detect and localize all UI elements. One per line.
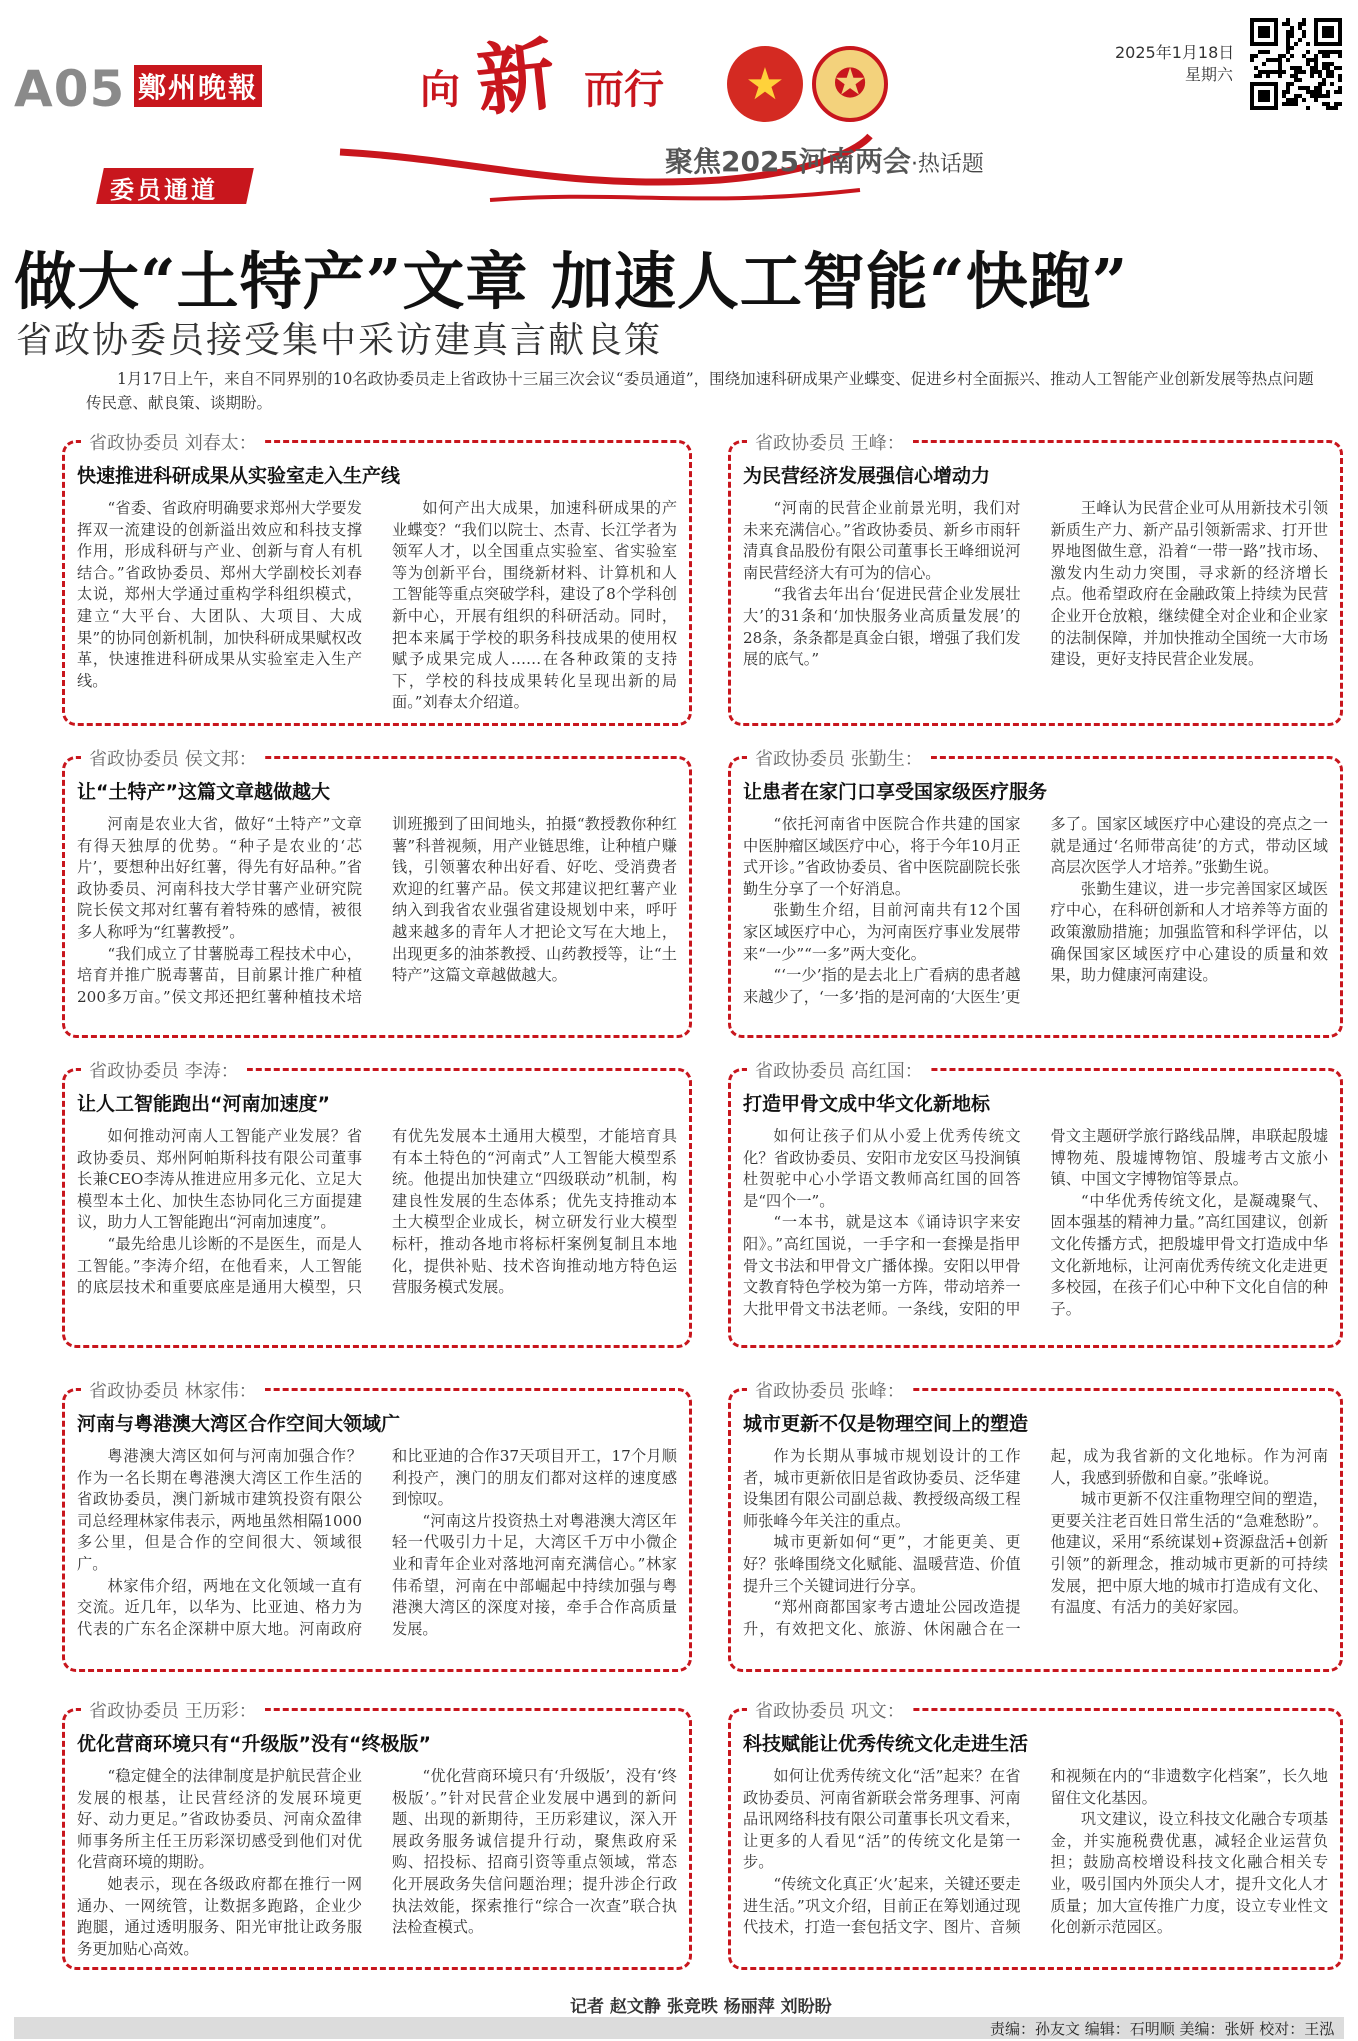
body-paragraph: “河南这片投资热土对粤港澳大湾区年轻一代吸引力十足，大湾区千万中小微企业和青年企业对落地河南充满信心。”林家伟希望，河南在中部崛起中持续加强与粤港澳大湾区的深度对接，牵手合作高质量发展。 <box>392 1511 677 1638</box>
box-label: 省政协委员 巩文： <box>747 1697 913 1723</box>
main-headline: 做大“土特产”文章 加速人工智能“快跑” <box>14 245 1129 318</box>
body-paragraph: 张勤生建议，进一步完善国家区域医疗中心，在科研创新和人才培养等方面的政策激励措施；加强监管和科学评估，以确保国家区域医疗中心建设的质量和效果，助力健康河南建设。 <box>1050 879 1328 985</box>
body-paragraph: 王峰认为民营企业可从用新技术引领新质生产力、新产品引领新需求、打开世界地图做生意，沿着“一带一路”找市场、激发内生动力突围，寻求新的经济增长点。他希望政府在金融政策上持续为民营企业开仓放粮，继续健全对企业和企业家的法制保障，并加快推动全国统一大市场建设，更好支持民营企业发展。 <box>1050 499 1328 669</box>
box-label: 省政协委员 王峰： <box>747 429 913 455</box>
editor-credits: 责编：孙友文 编辑：石明顺 美编：张妍 校对：王泓 <box>990 2020 1335 2038</box>
article-box-gong-wen <box>728 1701 1343 1970</box>
box-title: 让患者在家门口享受国家级医疗服务 <box>743 781 1048 803</box>
body-paragraph: “‘一少’指的是去北上广看病的患者越来越少了，‘一多’指的是河南的‘大医生’更多了。国家区域医疗中心建设的亮点之一就是通过‘名师带高徒’的方式，带动区域高层次医学人才培养。”张勤生说。 <box>743 815 1328 1006</box>
box-body <box>743 498 1328 671</box>
article-box-zhang-qinsheng <box>728 749 1343 1038</box>
newspaper-logo: 鄭州晚報 <box>134 65 262 107</box>
body-paragraph: 如何推动河南人工智能产业发展？省政协委员、郑州阿帕斯科技有限公司董事长兼CEO李涛从推进应用多元化、立足大模型本土化、加快生态协同化三方面提建议，助力人工智能跑出“河南加速度”。 <box>77 1127 362 1232</box>
box-title: 科技赋能让优秀传统文化走进生活 <box>743 1733 1029 1755</box>
body-paragraph: 林家伟介绍，两地在文化领域一直有交流。近几年，以华为、比亚迪、格力为代表的广东名企深耕中原大地。河南政府和比亚迪的合作37天项目开工，17个月顺利投产，澳门的朋友们都对这样的速度感到惊叹。 <box>77 1447 677 1638</box>
banner-word-xiang: 向 <box>420 67 460 113</box>
box-title: 快速推进科研成果从实验室走入生产线 <box>77 465 401 487</box>
body-paragraph: “优化营商环境只有‘升级版’，没有‘终极版’。”针对民营企业发展中遇到的新问题、出现的新期待，王历彩建议，深入开展政务服务诚信提升行动，聚焦政府采购、招投标、招商引资等重点领域，常态化开展政务失信问题治理；提升涉企行政执法效能，探索推行“综合一次查”联合执法检查模式。 <box>392 1767 677 1937</box>
topic-subbanner <box>665 140 984 180</box>
article-box-li-tao <box>62 1061 692 1348</box>
banner-word-erxing: 而行 <box>584 67 664 113</box>
body-paragraph: “稳定健全的法律制度是护航民营企业发展的根基，让民营经济的发展环境更好、动力更足。”省政协委员、河南众盈律师事务所主任王历彩深切感受到他们对优化营商环境的期盼。 <box>77 1767 362 1872</box>
sub-headline: 省政协委员接受集中采访建真言献良策 <box>16 320 663 361</box>
box-title: 打造甲骨文成中华文化新地标 <box>743 1093 991 1115</box>
byline: 记者 赵文静 张竞昳 杨丽萍 刘盼盼 <box>570 1997 832 2017</box>
body-paragraph: 如何产出大成果，加速科研成果的产业蝶变？“我们以院士、杰青、长江学者为领军人才，以全国重点实验室、省实验室等为创新平台，围绕新材料、计算机和人工智能等重点突破学科，建设了8个学科创新中心，开展有组织的科研活动。同时，把本来属于学校的职务科技成果的使用权赋予成果完成人……在各种政策的支持下，学校的科技成果转化呈现出新的局面。”刘春太介绍道。 <box>392 499 677 712</box>
body-paragraph: 河南是农业大省，做好“土特产”文章有得天独厚的优势。“种子是农业的‘芯片’，要想种出好红薯，得先有好品种。”省政协委员、河南科技大学甘薯产业研究院院长侯文邦对红薯有着特殊的感情，被很多人称呼为“红薯教授”。 <box>77 815 362 941</box>
box-body <box>77 814 677 1008</box>
article-box-wang-licai <box>62 1701 692 1970</box>
box-title: 让人工智能跑出“河南加速度” <box>77 1093 330 1115</box>
box-label: 省政协委员 王历彩： <box>81 1697 265 1723</box>
box-body <box>77 1766 677 1960</box>
body-paragraph: “河南的民营企业前景光明，我们对未来充满信心。”省政协委员、新乡市雨轩清真食品股份有限公司董事长王峰细说河南民营经济大有可为的信心。 <box>743 499 1021 582</box>
box-label: 省政协委员 刘春太： <box>81 429 265 455</box>
box-title: 城市更新不仅是物理空间上的塑造 <box>743 1413 1029 1435</box>
body-paragraph: 如何让孩子们从小爱上优秀传统文化？省政协委员、安阳市龙安区马投涧镇杜贺驼中心小学语文教师高红国的回答是“四个一”。 <box>743 1127 1021 1210</box>
body-paragraph: 城市更新如何“更”，才能更美、更好？张峰围绕文化赋能、温暖营造、价值提升三个关键词进行分享。 <box>743 1533 1021 1595</box>
body-paragraph: “中华优秀传统文化，是凝魂聚气、固本强基的精神力量。”高红国建议，创新文化传播方式，把殷墟甲骨文打造成中华文化新地标，让河南优秀传统文化走进更多校园，在孩子们心中种下文化自信的种子。 <box>1050 1191 1328 1318</box>
box-label: 省政协委员 李涛： <box>81 1057 247 1083</box>
article-box-lin-jiawei <box>62 1381 692 1672</box>
body-paragraph: 作为长期从事城市规划设计的工作者，城市更新依旧是省政协委员、泛华建设集团有限公司副总裁、教授级高级工程师张峰今年关注的重点。 <box>743 1447 1021 1530</box>
box-body <box>743 814 1328 1008</box>
box-title: 为民营经济发展强信心增动力 <box>743 465 991 487</box>
article-box-wang-feng <box>728 433 1343 726</box>
body-paragraph: “我省去年出台‘促进民营企业发展壮大’的31条和‘加快服务业高质量发展’的28条，条条都是真金白银，增强了我们发展的底气。” <box>743 585 1021 669</box>
subbanner-main: 聚焦2025河南两会 <box>665 145 911 178</box>
box-title: 优化营商环境只有“升级版”没有“终极版” <box>77 1733 431 1755</box>
body-paragraph: 如何让优秀传统文化“活”起来？在省政协委员、河南省新联会常务理事、河南品讯网络科技有限公司董事长巩文看来，让更多的人看见“活”的传统文化是第一步。 <box>743 1767 1021 1872</box>
qr-code-icon[interactable] <box>1250 18 1342 110</box>
body-paragraph: “依托河南省中医院合作共建的国家中医肿瘤区域医疗中心，将于今年10月正式开诊。”省政协委员、省中医院副院长张勤生分享了一个好消息。 <box>743 815 1021 898</box>
article-box-zhang-feng <box>728 1381 1343 1672</box>
banner-swoosh <box>300 40 1040 215</box>
body-paragraph: 巩文建议，设立科技文化融合专项基金，并实施税费优惠，减轻企业运营负担；鼓励高校增设科技文化融合相关专业，吸引国内外顶尖人才，提升文化人才质量；加大宣传推广力度，设立专业性文化创新示范园区。 <box>1050 1810 1328 1937</box>
body-paragraph: 她表示，现在各级政府都在推行一网通办、一网统管，让数据多跑路，企业少跑腿，通过透明服务、阳光审批让政务服务更加贴心高效。 <box>77 1874 362 1958</box>
article-box-liu-chuntai <box>62 433 692 726</box>
column-tag: 委员通道 <box>110 176 218 204</box>
lede-paragraph: 1月17日上午，来自不同界别的10名政协委员走上省政协十三届三次会议“委员通道”，围绕加速科研成果产业蝶变、促进乡村全面振兴、推动人工智能产业创新发展等热点问题传民意、献良策、谈期盼。 <box>86 370 1314 412</box>
box-label: 省政协委员 高红国： <box>747 1057 931 1083</box>
box-label: 省政协委员 林家伟： <box>81 1377 265 1403</box>
box-body <box>743 1766 1328 1939</box>
box-body <box>77 1446 677 1640</box>
issue-weekday: 星期六 <box>1185 65 1234 84</box>
subbanner-suffix: ·热话题 <box>910 152 984 177</box>
box-body <box>77 1126 677 1299</box>
body-paragraph: “一本书，就是这本《诵诗识字来安阳》。”高红国说，一手字和一套操是指甲骨文书法和甲骨文广播体操。安阳以甲骨文教育特色学校为第一方阵，带动培养一大批甲骨文书法老师。一条线，安阳的甲骨文主题研学旅行路线品牌，串联起殷墟博物苑、殷墟博物馆、殷墟考古文旅小镇、中国文字博物馆等景点。 <box>743 1127 1328 1318</box>
article-box-gao-hongguo <box>728 1061 1343 1348</box>
body-paragraph: “省委、省政府明确要求郑州大学要发挥双一流建设的创新溢出效应和科技支撑作用，形成科研与产业、创新与育人有机结合。”省政协委员、郑州大学副校长刘春太说，郑州大学通过重构学科组织模式，建立“大平台、大团队、大项目、大成果”的协同创新机制，加快科研成果赋权改革，快速推进科研成果从实验室走入生产线。 <box>77 499 362 690</box>
cppcc-emblem-icon: ✪ <box>812 46 888 122</box>
box-body <box>743 1126 1328 1320</box>
box-body <box>743 1446 1328 1640</box>
box-label: 省政协委员 张勤生： <box>747 745 931 771</box>
page-number: A05 <box>14 60 126 118</box>
body-paragraph: 张勤生介绍，目前河南共有12个国家区域医疗中心，为河南医疗事业发展带来“一少”“一多”两大变化。 <box>743 901 1021 963</box>
box-title: 让“土特产”这篇文章越做越大 <box>77 781 330 803</box>
body-paragraph: “郑州商都国家考古遗址公园改造提升，有效把文化、旅游、休闲融合在一起，成为我省新的文化地标。作为河南人，我感到骄傲和自豪。”张峰说。 <box>743 1447 1328 1638</box>
banner-word-xin: 新 <box>472 29 560 128</box>
body-paragraph: “传统文化真正‘火’起来，关键还要走进生活。”巩文介绍，目前正在筹划通过现代技术，打造一套包括文字、图片、音频和视频在内的“非遗数字化档案”，长久地留住文化基因。 <box>743 1767 1328 1937</box>
body-paragraph: “我们成立了甘薯脱毒工程技术中心，培育并推广脱毒薯苗，目前累计推广种植200多万亩。”侯文邦还把红薯种植技术培训班搬到了田间地头，拍摄“教授教你种红薯”科普视频，用产业链思维，让种植户赚钱，引领薯农种出好看、好吃、受消费者欢迎的红薯产品。侯文邦建议把红薯产业纳入到我省农业强省建设规划中来，呼吁越来越多的青年人才把论文写在大地上，出现更多的油茶教授、山药教授等，让“土特产”这篇文章越做越大。 <box>77 815 677 1006</box>
box-body <box>77 498 677 714</box>
body-paragraph: 粤港澳大湾区如何与河南加强合作？作为一名长期在粤港澳大湾区工作生活的省政协委员，澳门新城市建筑投资有限公司总经理林家伟表示，两地虽然相隔1000多公里，但是合作的空间很大、领域很广。 <box>77 1447 362 1573</box>
article-box-hou-wenbang <box>62 749 692 1038</box>
box-label: 省政协委员 张峰： <box>747 1377 913 1403</box>
body-paragraph: 城市更新不仅注重物理空间的塑造，更要关注老百姓日常生活的“急难愁盼”。他建议，采用“系统谋划+资源盘活+创新引领”的新理念，推动城市更新的可持续发展，把中原大地的城市打造成有文化、有温度、有活力的美好家园。 <box>1050 1490 1328 1617</box>
issue-date: 2025年1月18日 <box>1115 43 1235 62</box>
body-paragraph: “最先给患儿诊断的不是医生，而是人工智能。”李涛介绍，在他看来，人工智能的底层技术和重要底座是通用大模型，只有优先发展本土通用大模型，才能培育具有本土特色的“河南式”人工智能大模型系统。他提出加快建立“四级联动”机制，构建良性发展的生态体系；优先支持推动本土大模型企业成长，树立研发行业大模型标杆，推动各地市将标杆案例复制且本地化，提供补贴、技术咨询推动地方特色运营服务模式发展。 <box>77 1127 677 1297</box>
national-emblem-icon: ★ <box>727 46 803 122</box>
box-label: 省政协委员 侯文邦： <box>81 745 265 771</box>
box-title: 河南与粤港澳大湾区合作空间大领域广 <box>77 1413 401 1435</box>
